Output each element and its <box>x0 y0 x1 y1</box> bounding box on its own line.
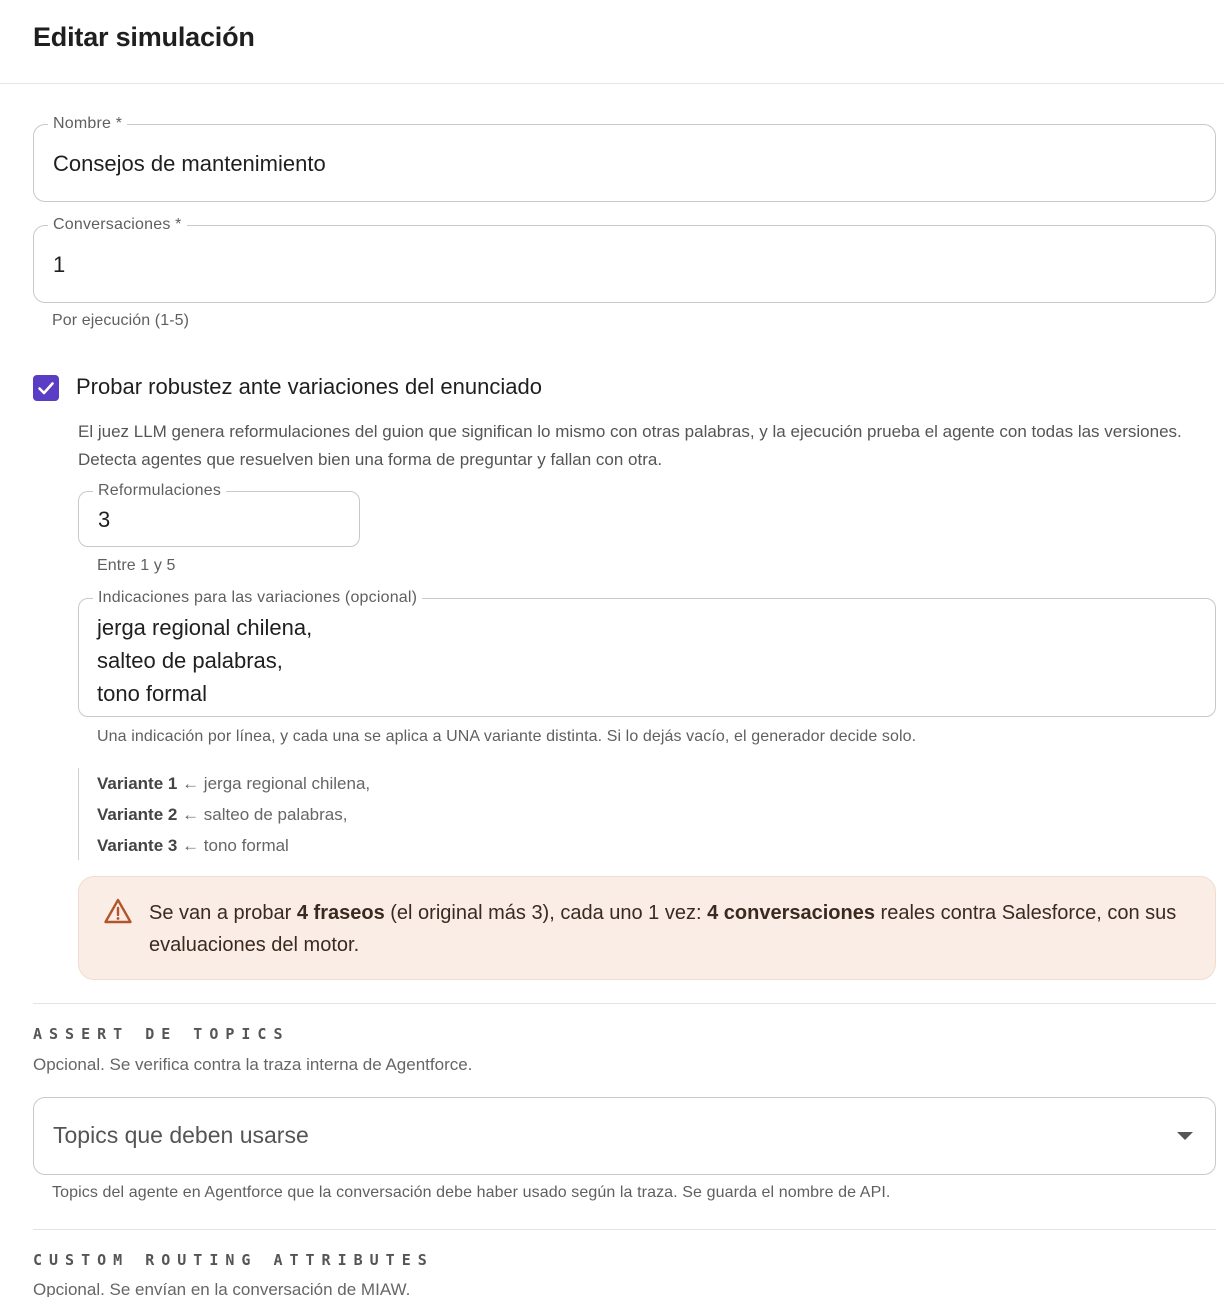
warning-alert <box>78 876 1216 980</box>
warning-text <box>149 897 1199 961</box>
warning-text-part: (el original más 3), cada uno 1 vez: <box>384 902 708 924</box>
robustez-description: El juez LLM genera reformulaciones del guion que significan lo mismo con otras palabras, y la ejecución prueba el agente con todas las versiones. Detecta agentes que resuelven bien una forma de preguntar y fallan con otra. <box>78 422 1182 469</box>
warning-triangle-icon <box>103 897 133 925</box>
robustez-checkbox[interactable] <box>33 375 59 401</box>
custom-routing-title: CUSTOM ROUTING ATTRIBUTES <box>33 1251 434 1269</box>
assert-topics-title: ASSERT DE TOPICS <box>33 1025 290 1043</box>
indicaciones-value <box>97 611 312 710</box>
indicacion-line: tono formal <box>97 681 208 706</box>
section-divider <box>33 1003 1216 1004</box>
reformulaciones-field[interactable] <box>78 482 360 547</box>
chevron-down-icon[interactable] <box>1177 1132 1193 1140</box>
indicaciones-helper: Una indicación por línea, y cada una se aplica a UNA variante distinta. Si lo dejás vacío, el generador decide solo. <box>97 728 917 745</box>
reformulaciones-helper: Entre 1 y 5 <box>97 557 176 574</box>
variant-row <box>97 799 370 830</box>
arrow-left-icon: ← <box>182 836 200 855</box>
assert-topics-subtitle: Opcional. Se verifica contra la traza interna de Agentforce. <box>33 1055 473 1074</box>
variant-text: jerga regional chilena, <box>203 774 371 793</box>
variant-name: Variante 1 <box>97 774 178 793</box>
warning-text-part: Se van a probar <box>149 902 297 924</box>
arrow-left-icon: ← <box>182 774 200 793</box>
topics-placeholder: Topics que deben usarse <box>53 1122 309 1148</box>
indicaciones-label: Indicaciones para las variaciones (opcional) <box>93 589 422 607</box>
variant-name: Variante 2 <box>97 805 178 824</box>
indicacion-line: salteo de palabras, <box>97 648 283 673</box>
conversaciones-label: Conversaciones * <box>48 216 187 234</box>
arrow-left-icon: ← <box>182 805 200 824</box>
reformulaciones-label: Reformulaciones <box>93 482 226 500</box>
warning-conversaciones-count: 4 conversaciones <box>707 902 875 924</box>
robustez-label[interactable]: Probar robustez ante variaciones del enunciado <box>76 374 542 399</box>
dialog-header <box>0 0 1224 84</box>
variant-name: Variante 3 <box>97 836 178 855</box>
topics-helper: Topics del agente en Agentforce que la conversación debe haber usado según la traza. Se guarda el nombre de API. <box>52 1184 891 1201</box>
conversaciones-field[interactable] <box>33 216 1216 303</box>
warning-text-part: reales contra Salesforce, con sus evaluaciones del motor. <box>149 902 1177 956</box>
variant-row <box>97 830 370 861</box>
conversaciones-value: 1 <box>53 252 66 277</box>
custom-routing-subtitle: Opcional. Se envían en la conversación de MIAW. <box>33 1280 411 1297</box>
indicacion-line: jerga regional chilena, <box>97 615 313 640</box>
nombre-value: Consejos de mantenimiento <box>53 151 326 176</box>
variant-text: tono formal <box>203 836 289 855</box>
variants-preview <box>78 768 370 860</box>
warning-fraseos-count: 4 fraseos <box>296 902 385 924</box>
conversaciones-helper: Por ejecución (1-5) <box>52 312 190 329</box>
dialog-title: Editar simulación <box>33 22 255 52</box>
topics-select[interactable] <box>33 1097 1216 1175</box>
nombre-field[interactable] <box>33 115 1216 202</box>
reformulaciones-value: 3 <box>98 507 111 532</box>
checkmark-icon <box>36 378 56 398</box>
variant-text: salteo de palabras, <box>203 805 348 824</box>
section-divider <box>33 1229 1216 1230</box>
nombre-label: Nombre * <box>48 115 127 133</box>
indicaciones-textarea[interactable] <box>78 589 1216 717</box>
variant-row <box>97 768 370 799</box>
